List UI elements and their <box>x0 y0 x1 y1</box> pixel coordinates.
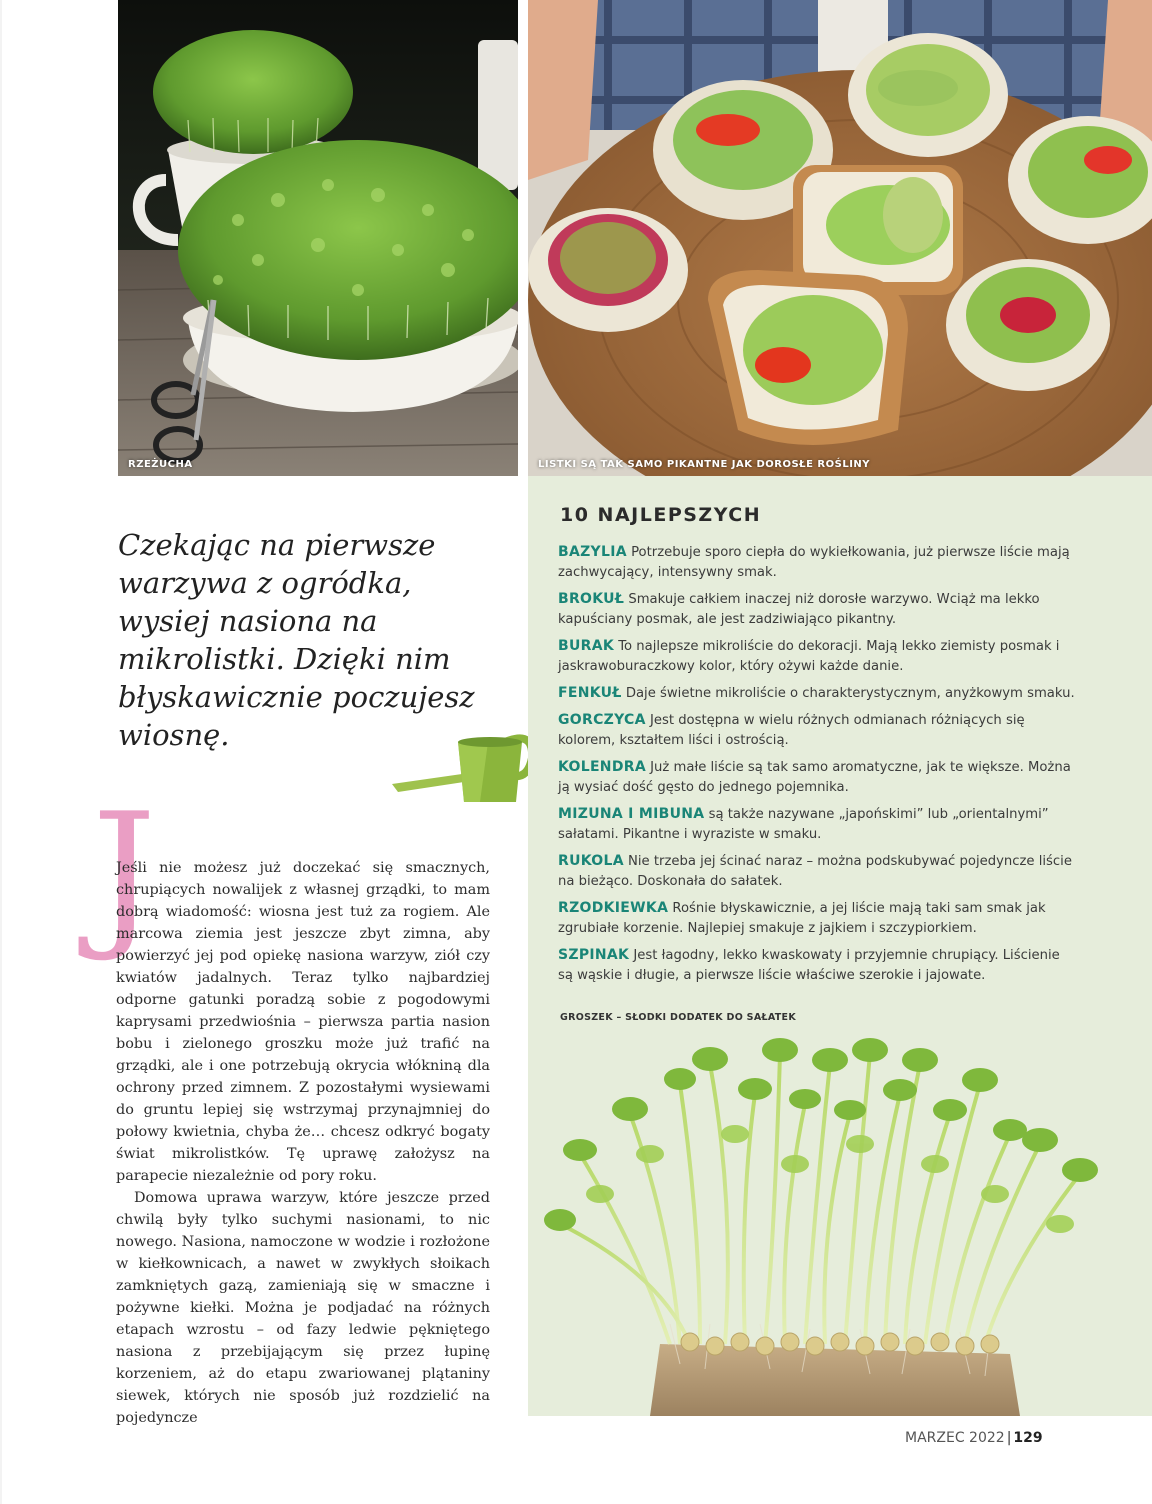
list-item <box>558 710 1078 751</box>
plant-name: GORCZYCA <box>558 712 646 728</box>
plant-description: Smakuje całkiem inaczej niż dorosłe warzywo. Wciąż ma lekko kapuściany posmak, ale jest zadziwiająco pikantny. <box>558 592 1040 627</box>
plant-description: Już małe liście są tak samo aromatyczne, jak te większe. Można ją wysiać dość gęsto do jednego pojemnika. <box>558 760 1071 795</box>
cress-photo-caption: RZEŻUCHA <box>128 459 193 470</box>
list-item <box>558 804 1078 845</box>
plant-description: Jest łagodny, lekko kwaskowaty i przyjemnie chrupiący. Liścienie są wąskie i długie, a pierwsze liście właściwe szerokie i jajowate. <box>558 948 1060 983</box>
list-item <box>558 636 1078 677</box>
plant-description: Potrzebuje sporo ciepła do wykiełkowania, już pierwsze liście mają zachwycający, intensywny smak. <box>558 545 1070 580</box>
plant-name: RUKOLA <box>558 853 624 869</box>
plant-name: KOLENDRA <box>558 759 646 775</box>
sidebar-title: 10 NAJLEPSZYCH <box>560 504 762 526</box>
pea-shoots-photo <box>540 1024 1120 1416</box>
plant-name: BURAK <box>558 638 615 654</box>
page-footer <box>905 1430 1043 1446</box>
plant-name: RZODKIEWKA <box>558 900 669 916</box>
article-paragraph-2: Domowa uprawa warzyw, które jeszcze przed chwilą były tylko suchymi nasionami, to nic nowego. Nasiona, namoczone w wodzie i rozłożone w kiełkownicach, a nawet w zwykłych słoikach zamkniętych gazą, zamieniają się w smaczne i pożywne kiełki. Można je podjadać na różnych etapach wzrostu – od fazy ledwie pękniętego nasiona z przebijającym się przez łupinę korzeniem, aż do etapu zwariowanej plątaniny siewek, których nie sposób już rozdzielić na pojedyncze <box>116 1190 490 1426</box>
article-body <box>116 857 490 1429</box>
pea-photo-caption: GROSZEK – SŁODKI DODATEK DO SAŁATEK <box>560 1012 797 1023</box>
watering-can-icon <box>392 722 538 804</box>
plant-description: Jest dostępna w wielu różnych odmianach różniących się kolorem, kształtem liści i ostrością. <box>558 713 1025 748</box>
footer-separator: | <box>1006 1430 1012 1446</box>
plant-description: są także nazywane „japońskimi” lub „orientalnymi” sałatami. Pikantne i wyraziste w smaku. <box>558 807 1049 842</box>
plant-name: FENKUŁ <box>558 685 622 701</box>
plant-description: Daje świetne mikroliście o charakterystycznym, anyżkowym smaku. <box>625 686 1075 701</box>
sandwich-photo-caption: LISTKI SĄ TAK SAMO PIKANTNE JAK DOROSŁE ROŚLINY <box>538 459 871 470</box>
plant-description: Nie trzeba jej ścinać naraz – można podskubywać pojedyncze liście na bieżąco. Doskonała do sałatek. <box>558 854 1072 889</box>
list-item <box>558 683 1078 704</box>
sandwich-photo <box>528 0 1152 476</box>
plant-name: MIZUNA I MIBUNA <box>558 806 705 822</box>
list-item <box>558 589 1078 630</box>
drop-cap: J <box>92 778 157 965</box>
plant-description: Rośnie błyskawicznie, a jej liście mają taki sam smak jak zgrubiałe korzenie. Najlepiej smakuje z jajkiem i szczypiorkiem. <box>558 901 1046 936</box>
plant-name: BAZYLIA <box>558 544 627 560</box>
list-item <box>558 898 1078 939</box>
list-item <box>558 945 1078 986</box>
plant-name: SZPINAK <box>558 947 630 963</box>
list-item <box>558 542 1078 583</box>
plant-description: To najlepsze mikroliście do dekoracji. Mają lekko ziemisty posmak i jaskrawoburaczkowy kolor, który ożywi każde danie. <box>558 639 1060 674</box>
issue-date: MARZEC 2022 <box>905 1430 1005 1446</box>
page-margin-line <box>0 0 2 1504</box>
article-paragraph-1: Jeśli nie możesz już doczekać się smacznych, chrupiących nowalijek z własnej grządki, to mam dobrą wiadomość: wiosna jest tuż za rogiem. Ale marcowa ziemia jest jeszcze zbyt zimna, aby powierzyć jej pod opiekę nasiona warzyw, ziół czy kwiatów jadalnych. Teraz tylko najbardziej odporne gatunki poradzą sobie z pogodowymi kaprysami przedwiośnia – pierwsza partia nasion bobu i zielonego groszku może już trafić na grządki, ale i one potrzebują okrycia włókniną dla ochrony przed zimnem. Z pozostałymi wysiewami do gruntu lepiej się wstrzymaj przynajmniej do połowy kwietnia, chyba że… chcesz odkryć bogaty świat mikrolistków. Tę uprawę założysz na parapecie niezależnie od pory roku. <box>116 860 490 1184</box>
lead-paragraph: Czekając na pierwsze warzywa z ogródka, wysiej nasiona na mikrolistki. Dzięki nim błyskawicznie poczujesz wiosnę. <box>118 528 475 752</box>
plant-list <box>558 542 1078 992</box>
page-number: 129 <box>1013 1430 1043 1446</box>
cress-photo <box>118 0 518 476</box>
list-item <box>558 757 1078 798</box>
list-item <box>558 851 1078 892</box>
plant-name: BROKUŁ <box>558 591 625 607</box>
